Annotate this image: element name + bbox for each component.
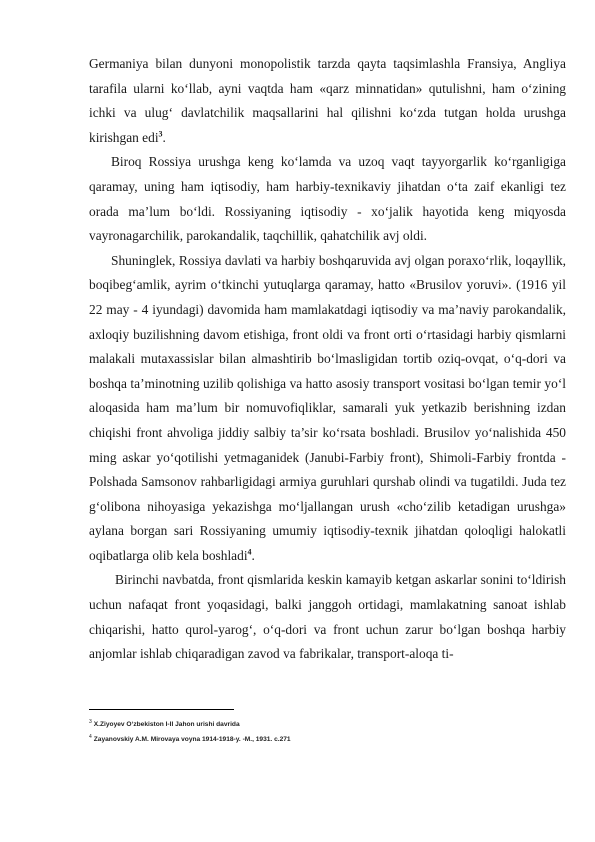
footnote-text: X.Ziyoyev O‘zbekiston I-II Jahon urishi davrida bbox=[93, 721, 240, 729]
paragraph-3 bbox=[89, 249, 566, 569]
footnotes bbox=[89, 709, 566, 746]
footnote-ref-3: 3 bbox=[158, 129, 163, 139]
paragraph-1-tail: . bbox=[162, 129, 166, 145]
paragraph-3-tail: . bbox=[251, 547, 255, 563]
footnote-text: Zayanovskiy A.M. Mirovaya voyna 1914-1918-y. -M., 1931. c.271 bbox=[93, 736, 291, 744]
footnote-ref-4: 4 bbox=[247, 547, 252, 557]
paragraph-1 bbox=[89, 52, 566, 150]
paragraph-2-text: Biroq Rossiya urushga keng ko‘lamda va uzoq vaqt tayyorgarlik ko‘rganligiga qaramay, uning ham iqtisodiy, ham harbiy-texnikaviy jihatdan o‘ta zaif ekanligi tez orada ma’lum bo‘ldi. Rossiyaning iqtisodiy - xo‘jalik hayotida keng miqyosda vayronagarchilik, parokandalik, taqchillik, qahatchilik avj oldi. bbox=[89, 154, 566, 244]
footnote-divider bbox=[89, 709, 234, 710]
footnote-4 bbox=[89, 731, 566, 746]
footnote-number: 4 bbox=[89, 734, 92, 741]
paragraph-3-text: Shuninglek, Rossiya davlati va harbiy boshqaruvida avj olgan poraxo‘rlik, loqayllik, boqibeg‘amlik, ayrim o‘tkinchi yutuqlarga qaramay, hatto «Brusilov yoruvi». (1916 yil 22 may - 4 iyundagi) davomida ham mamlakatdagi iqtisodiy va ma’naviy parokandalik, axloqiy buzilishning davom etishiga, front oldi va front orti o‘rtasidagi harbiy qismlarni malakali mutaxassislar bilan almashtirib bo‘lmasligidan tortib oziq-ovqat, o‘q-dori va boshqa ta’minotning uzilib qolishiga va hatto asosiy transport vositasi bo‘lgan temir yo‘l aloqasida ham ma’lum bir nomuvofiqliklar, samarali yuk yetkazib berishning izdan chiqishi front ahvoliga jiddiy salbiy ta’sir ko‘rsata boshladi. Brusilov yo‘nalishida 450 ming askar yo‘qotilishi yetmaganidek (Janubi-Farbiy front), Shimoli-Farbiy frontda - Polshada Samsonov rahbarligidagi armiya guruhlari qurshab olindi va tugatildi. Juda tez g‘olibona nihoyasiga yekazishga mo‘ljallangan urush «cho‘zilib ketadigan urushga» aylana borgan sari Rossiyaning umumiy iqtisodiy-texnik jihatdan qoloqligi halokatli oqibatlarga olib kela boshladi bbox=[89, 252, 566, 563]
document-body bbox=[89, 52, 566, 667]
paragraph-2 bbox=[89, 150, 566, 248]
paragraph-1-text: Germaniya bilan dunyoni monopolistik tarzda qayta taqsimlashla Fransiya, Angliya tarafila ularni ko‘llab, ayni vaqtda ham «qarz minnatidan» qutulishni, ham o‘zining ichki va ulug‘ davlatchilik maqsallarini hal qilishni ko‘zda tutgan holda urushga kirishgan edi bbox=[89, 56, 566, 145]
paragraph-4-text: Birinchi navbatda, front qismlarida keskin kamayib ketgan askarlar sonini to‘ldirish uchun nafaqat front yoqasidagi, balki janggoh ortidagi, mamlakatning sanoat ishlab chiqarishi, hatto qurol-yarog‘, o‘q-dori va front uchun zarur bo‘lgan boshqa harbiy anjomlar ishlab chiqaradigan zavod va fabrikalar, transport-aloqa ti- bbox=[89, 572, 566, 662]
paragraph-4 bbox=[89, 568, 566, 666]
footnote-3 bbox=[89, 716, 566, 731]
footnote-number: 3 bbox=[89, 719, 92, 725]
